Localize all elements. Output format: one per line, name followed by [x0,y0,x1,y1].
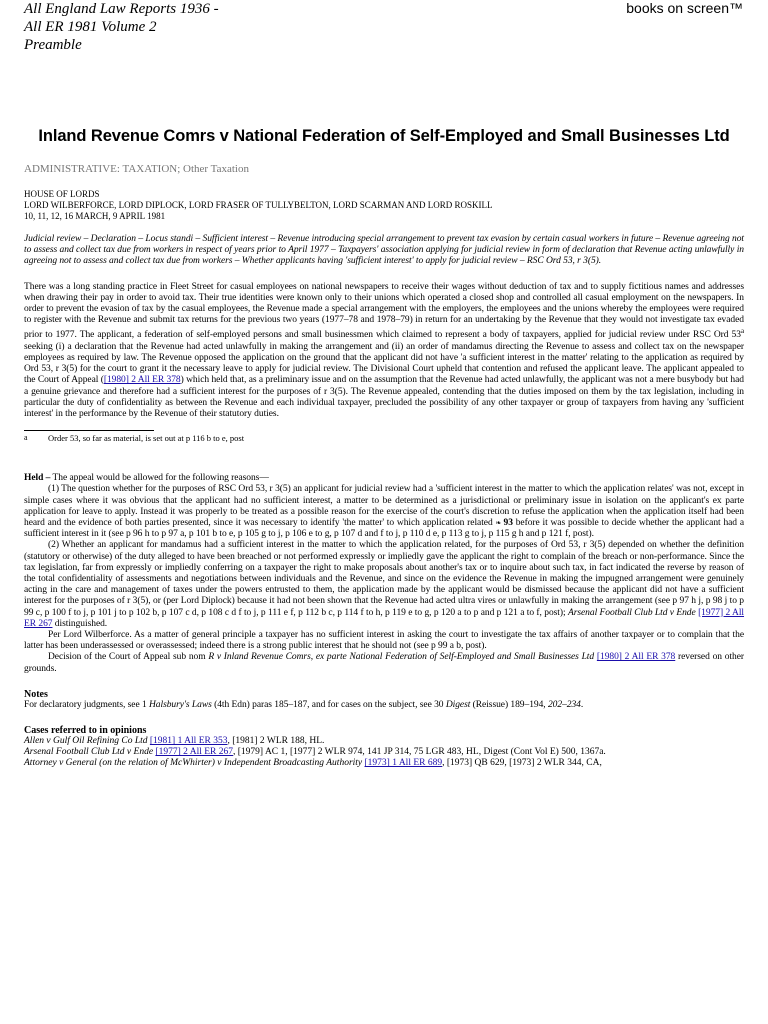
case-summary: There was a long standing practice in Fleet Street for casual employees on national newspapers to receive their wages without deduction of tax and to supply fictitious names and addresses when drawing their pay in order to avoid tax. Their true identities were known only to their unions which operated a closed shop and controlled all casual employment on the newspapers. In order to prevent the evasion of tax by the casual employees, the Revenue made a special arrangement with the employers, the employees and the unions whereby the employees were required to register with the Revenue and submit tax returns for the previous two years (1977–78 and 1978–79) in return for an undertaking by the Revenue that they would not investigate tax evaded prior to 1977. The applicant, a federation of self-employed persons and small businessmen which claimed to represent a body of taxpayers, applied for judicial review under RSC Ord 53$^a$ seeking (i) a declaration that the Revenue had acted unlawfully in making the arrangement and (ii) an order of mandamus directing the Revenue to assess and collect tax on the newspaper employees as required by law. The Revenue opposed the application on the ground that the applicant did not have 'a sufficient interest in the matter' relating to the application as required by Ord 53, r 3(5) for the court to grant it the necessary leave to apply for judicial review. The Divisional Court upheld that contention and refused the applicant leave. The applicant appealed to the Court of Appeal ([1980] 2 All ER 378) which held that, as a preliminary issue and on the assumption that the Revenue had acted unlawfully, the applicant was not a mere busybody but had a genuine grievance and therefore had a sufficient interest for the purposes of r 3(5). The Revenue appealed, contending that the duties imposed on them by the tax legislation, including in particular the duty of confidentiality as between the Revenue and each individual taxpayer, precluded the possibility of any other taxpayer or group of taxpayers from having any 'sufficient interest' in the performance by the Revenue of their statutory duties. [24,281,744,419]
citation-link[interactable]: [1980] 2 All ER 378 [596,652,676,663]
document-body [24,163,744,770]
held-point-1: (1) The question whether for the purposes of RSC Ord 53, r 3(5) an applicant for judicial review had a 'sufficient interest in the matter to which the application relates' was not, except in simple cases where it was obvious that the applicant had no sufficient interest, a matter to be determined as a jurisdictional or preliminary issue in isolation on the applicant's ex parte application for leave to apply. Instead it was properly to be treated as a possible reason for the exercise of the court's discretion to refuse the application when the application itself had been heard and the evidence of both parties presented, since it was necessary to identify 'the matter' to which application related ❧ 93 before it was possible to decide whether the applicant had a sufficient interest in it (see p 96 h to p 97 a, p 101 b to e, p 105 g to j, p 106 e to g, p 107 d and f to j, p 110 d e, p 113 g to j, p 115 g h and p 121 f, post). [24,484,744,540]
citation-link[interactable]: [1980] 2 All ER 378 [103,375,181,386]
held-per-wilberforce: Per Lord Wilberforce. As a matter of general principle a taxpayer has no sufficient interest in asking the court to investigate the tax affairs of another taxpayer or to complain that the latter has been underassessed or overassessed; indeed there is a strong public interest that he should not (see p 99 a b, post). [24,630,744,652]
footnote-marker[interactable]: a [740,327,744,336]
report-volume: All ER 1981 Volume 2 [24,19,157,35]
list-item: Arsenal Football Club Ltd v Ende [1977] 2 All ER 267, [1979] AC 1, [1977] 2 WLR 974, 141 JP 314, 75 LGR 483, HL, Digest (Cont Vol E) 500, 1367a. [24,747,606,758]
held-decision: Decision of the Court of Appeal sub nom R v Inland Revenue Comrs, ex parte National Federation of Self-Employed and Small Businesses Ltd [1980] 2 All ER 378 reversed on other grounds. [24,652,744,674]
citation-link[interactable]: [1977] 2 All ER 267 [155,747,234,758]
citation-link[interactable]: [1977] 2 All ER 267 [24,607,745,629]
footnote: a Order 53, so far as material, is set out at p 116 b to e, post [24,433,245,444]
court-info [24,189,744,222]
list-item: Allen v Gulf Oil Refining Co Ltd [1981] 1 All ER 353, [1981] 2 WLR 188, HL. [24,736,325,747]
report-header [24,0,219,54]
case-title: Inland Revenue Comrs v National Federation of Self-Employed and Small Businesses Ltd [38,127,730,145]
notes-heading: Notes [24,688,48,700]
footnote-label: a [24,433,28,443]
court-name: HOUSE OF LORDS [24,189,100,199]
held-intro: Held – The appeal would be allowed for the following reasons— [24,473,269,484]
cases-heading: Cases referred to in opinions [24,725,147,737]
report-section: Preamble [24,37,82,53]
citation-link[interactable]: [1981] 1 All ER 353 [149,736,228,747]
notes-text: For declaratory judgments, see 1 Halsbury's Laws (4th Edn) paras 185–187, and for cases on the subject, see 30 Digest (Reissue) 189–194, 202–234. [24,699,584,710]
brand-label: books on screen™ [626,0,743,16]
hearing-dates: 10, 11, 12, 16 MARCH, 9 APRIL 1981 [24,211,166,221]
footnote-divider [24,430,154,431]
citation-link[interactable]: [1973] 1 All ER 689 [364,758,443,769]
report-series: All England Law Reports 1936 - [24,1,219,17]
held-point-2: (2) Whether an applicant for mandamus had a sufficient interest in the matter to which the application related, for the purposes of Ord 53, r 3(5) depended on whether the definition (statutory or otherwise) of the duty alleged to have been breached or not performed expressly or impliedly gave the applicant the right to complain of the breach or non-performance. Since the tax legislation, far from expressly or impliedly conferring on a taxpayer the right to make proposals about another's tax or to inquire about such tax, in fact indicated the reverse by reason of the total confidentiality of assessments and negotiations between individuals and the Revenue, and since on the evidence the Revenue in making the impugned arrangement were genuinely acting in the care and management of taxes under the powers entrusted to them, the application made by the applicant would be dismissed because the applicant did not have a sufficient interest for the purposes of r 3(5), or (per Lord Diplock) because it had not been shown that the Revenue had acted ultra vires or unlawfully in making the arrangement (see p 97 h j, p 98 j to p 99 c, p 100 f to j, p 101 j to p 102 b, p 107 c d, p 108 c d f to j, p 111 e f, p 112 b c, p 114 f to h, p 119 e to g, p 120 a to p and p 121 a to f, post); Arsenal Football Club Ltd v Ende [1977] 2 All ER 267 distinguished. [24,540,745,629]
list-item: Attorney v General (on the relation of McWhirter) v Independent Broadcasting Authority [1973] 1 All ER 689, [1973] QB 629, [1973] 2 WLR 344, CA, [24,758,602,769]
headnote: Judicial review – Declaration – Locus standi – Sufficient interest – Revenue introducing special arrangement to prevent tax evasion by certain casual workers in future – Revenue agreeing not to assess and collect tax due from workers in respect of years prior to April 1977 – Taxpayers' association applying for judicial review in form of declaration that Revenue acting unlawfully in agreeing not to assess and collect tax due from workers – Whether applicants having 'sufficient interest' to apply for judicial review – RSC Ord 53, r 3(5). [24,234,744,267]
page-marker: ❧ [495,519,504,528]
case-category: ADMINISTRATIVE: TAXATION; Other Taxation [24,163,249,175]
judges: LORD WILBERFORCE, LORD DIPLOCK, LORD FRASER OF TULLYBELTON, LORD SCARMAN AND LORD ROSKILL [24,200,493,210]
page-number: 93 [503,518,513,529]
cases-list [24,736,744,770]
